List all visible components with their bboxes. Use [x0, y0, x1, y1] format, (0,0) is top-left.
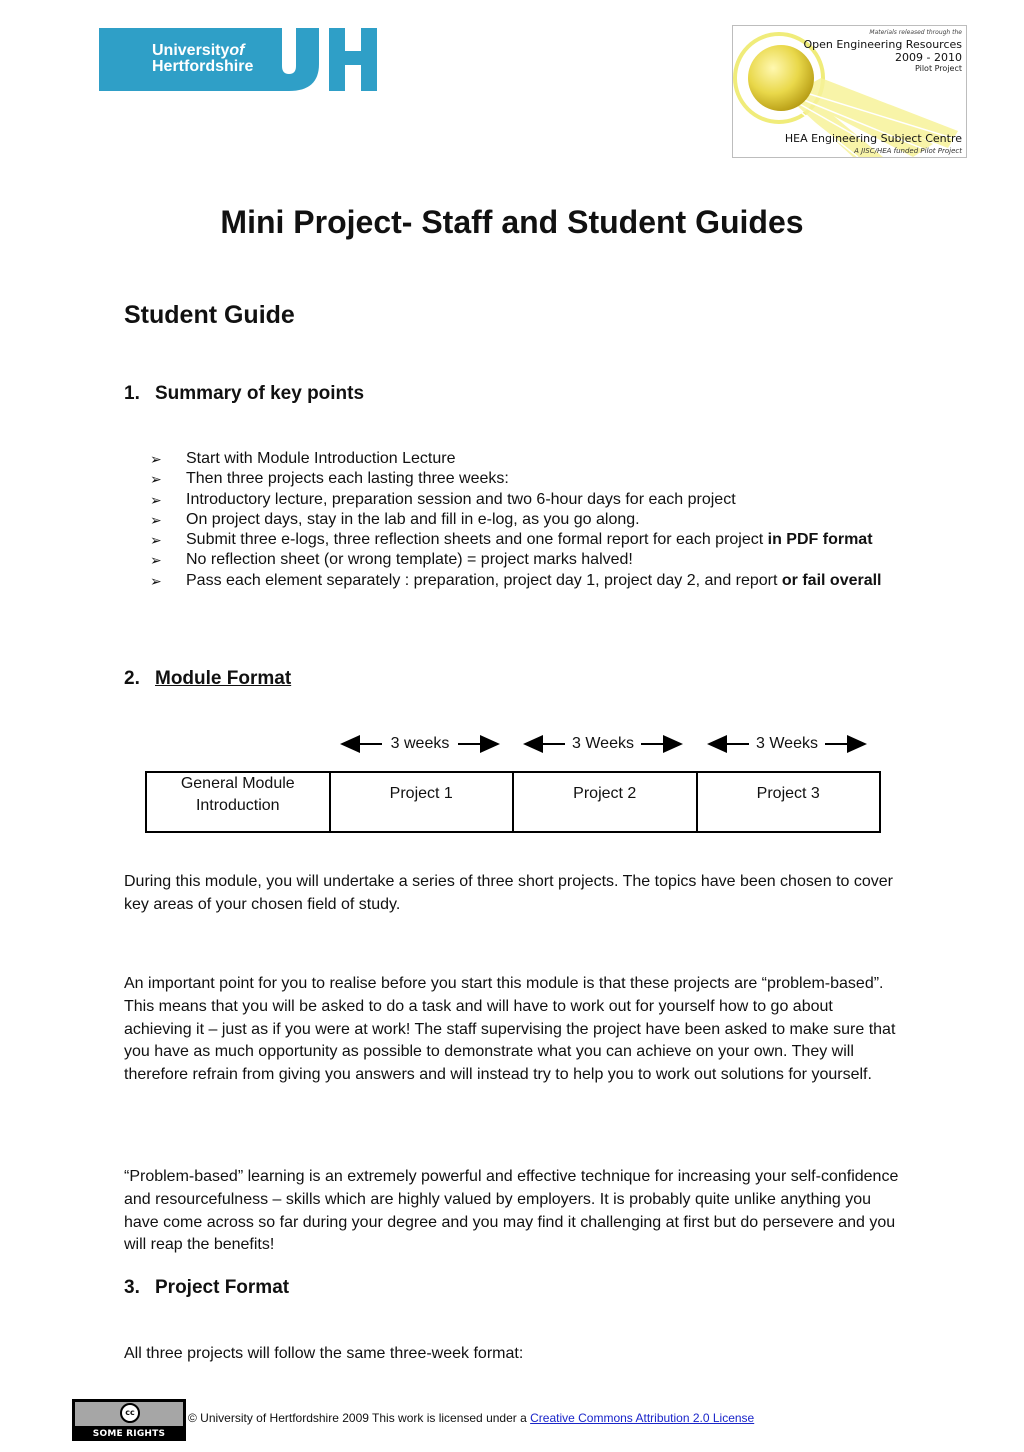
format-cell-project-3: Project 3 [696, 773, 880, 831]
logo-text-line2: Hertfordshire [152, 58, 254, 75]
module-format-table [145, 771, 881, 833]
section-2-number: 2. [124, 668, 140, 689]
format-cell-introduction: General Module Introduction [180, 775, 295, 814]
section-1-title: Summary of key points [155, 383, 365, 404]
timeline-label-3: 3 Weeks [756, 735, 818, 752]
timeline-label-1: 3 weeks [390, 735, 450, 752]
license-link[interactable]: Creative Commons Attribution 2.0 License [530, 1411, 755, 1425]
logo-letter-h-left [329, 28, 345, 91]
logo-text-line1: Universityof [152, 42, 245, 59]
footer-copyright: © University of Hertfordshire 2009 This work is licensed under a [188, 1411, 531, 1425]
paragraph: An important point for you to realise before you start this module is that these projects are “problem-based”. This means that you will be asked to do a task and will have to work out for yourself how to go about achieving it – just as if you were at work! The staff supervising the project have been asked to make sure that you have as much opportunity as possible to demonstrate what you can achieve on your own. They will therefore refrain from giving you answers and will instead try to help you to work out solutions for yourself. [124, 975, 896, 1084]
student-guide-heading: Student Guide [124, 301, 295, 329]
arrow-bullet-icon: ➢ [150, 511, 162, 528]
paragraph: During this module, you will undertake a series of three short projects. The topics have been chosen to cover key areas of your chosen field of study. [124, 873, 894, 913]
list-item: ➢ No reflection sheet (or wrong template) = project marks halved! [150, 550, 890, 570]
list-item: ➢ Pass each element separately : preparation, project day 1, project day 2, and report or fail overall [150, 571, 890, 591]
list-item: ➢ Submit three e-logs, three reflection sheets and one formal report for each project in PDF format [150, 530, 890, 550]
format-cell-project-2: Project 2 [512, 773, 696, 831]
arrow-bullet-icon: ➢ [150, 491, 162, 508]
arrow-bullet-icon: ➢ [150, 552, 162, 569]
logo-letter-h-right [361, 28, 377, 91]
arrow-bullet-icon: ➢ [150, 572, 162, 589]
arrow-bullet-icon: ➢ [150, 471, 162, 488]
creative-commons-badge[interactable] [72, 1399, 186, 1451]
timeline-label-2: 3 Weeks [572, 735, 634, 752]
paragraph: All three projects will follow the same three-week format: [124, 1345, 524, 1362]
key-points-list [150, 449, 890, 591]
oer-badge [732, 25, 967, 158]
badge-line-2: Open Engineering Resources [803, 38, 962, 51]
footer-license [188, 1410, 754, 1426]
list-item: ➢ On project days, stay in the lab and fill in e-log, as you go along. [150, 510, 890, 530]
arrow-bullet-icon: ➢ [150, 532, 162, 549]
university-logo [99, 28, 377, 91]
arrow-bullet-icon: ➢ [150, 451, 162, 467]
logo-letter-u [259, 28, 319, 91]
section-3-number: 3. [124, 1277, 140, 1298]
list-item: ➢ Then three projects each lasting three weeks: [150, 469, 890, 489]
section-1-heading [124, 382, 364, 406]
section-2-title: Module Format [155, 668, 292, 689]
paragraph: “Problem-based” learning is an extremely powerful and effective technique for increasing your self-confidence and resourcefulness – skills which are highly valued by employers. It is probably quite unlike anything you have come across so far during your degree and you may find it challenging at first but do persevere and you will reap the benefits! [124, 1168, 899, 1254]
badge-line-6: A JISC/HEA funded Pilot Project [854, 147, 962, 155]
list-item: ➢ Introductory lecture, preparation session and two 6-hour days for each project [150, 490, 890, 510]
badge-line-4: Pilot Project [914, 64, 962, 73]
timeline-span-2 [523, 732, 683, 756]
list-item: ➢ Start with Module Introduction Lecture [150, 449, 890, 469]
timeline-span-3 [707, 732, 867, 756]
document-title: Mini Project- Staff and Student Guides [220, 204, 804, 240]
cc-badge-text: SOME RIGHTS RESERVED [92, 1429, 166, 1451]
timeline-span-1 [340, 732, 500, 756]
logo-letter-h-bar [345, 51, 361, 65]
format-cell-project-1: Project 1 [329, 773, 513, 831]
badge-line-3: 2009 - 2010 [895, 51, 962, 64]
section-3-heading [124, 1276, 289, 1300]
section-3-title: Project Format [155, 1277, 290, 1298]
badge-line-5: HEA Engineering Subject Centre [784, 132, 962, 145]
cc-icon: cc [120, 1403, 140, 1423]
badge-line-1: Materials released through the [869, 29, 962, 36]
section-1-number: 1. [124, 383, 140, 404]
section-2-heading [124, 667, 291, 691]
